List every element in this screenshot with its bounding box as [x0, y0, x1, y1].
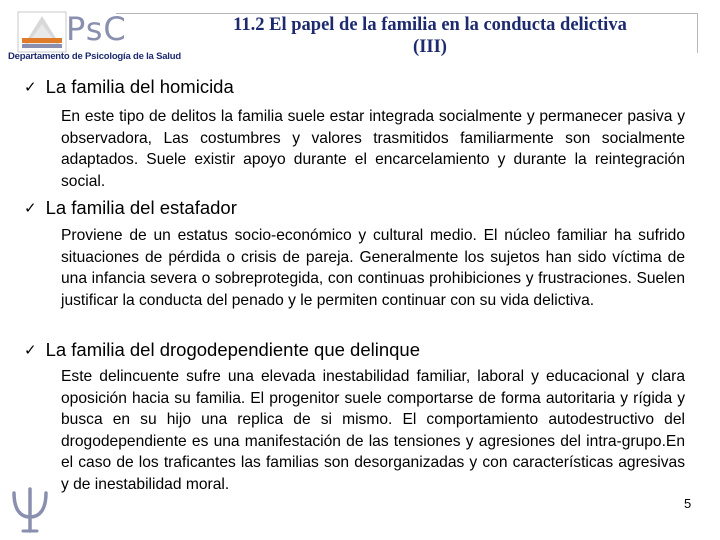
psi-icon: [10, 487, 50, 535]
section-heading-text: La familia del homicida: [45, 76, 234, 97]
section-heading-text: La familia del drogodependiente que delinque: [45, 339, 420, 360]
checkmark-icon: ✓: [24, 341, 37, 359]
title-line-2: (III): [413, 37, 447, 57]
section-heading-text: La familia del estafador: [45, 197, 237, 218]
checkmark-icon: ✓: [24, 78, 37, 96]
section-body-estafador: Proviene de un estatus socio-económico y cultural medio. El núcleo familiar ha sufrido situaciones de pérdida o crisis de pareja. Generalmente los sujetos han sido víctima de una infancia severa o sobreprotegida, con continuas prohibiciones y frustraciones. Suelen justificar la conducta del penado y le permiten continuar con su vida delictiva.: [61, 227, 685, 309]
title-line-1: 11.2 El papel de la familia en la conducta delictiva: [233, 15, 627, 35]
section-heading-homicida: [24, 76, 234, 98]
section-body-homicida: En este tipo de delitos la familia suele estar integrada socialmente y permanecer pasiva y observadora, Las costumbres y valores trasmitidos familiarmente son socialmente adaptados. Suele existir apoyo durante el encarcelamiento y durante la reintegración social.: [61, 108, 685, 190]
logo-department: Departamento de Psicología de la Salud: [8, 51, 181, 62]
checkmark-icon: ✓: [24, 199, 37, 217]
page-title: [160, 14, 700, 58]
page-number: 5: [684, 496, 692, 511]
section-heading-estafador: [24, 197, 237, 219]
logo-text: PsC: [66, 10, 127, 48]
section-heading-drogodependiente: [24, 339, 420, 361]
section-body-drogodependiente: Este delincuente sufre una elevada inestabilidad familiar, laboral y educacional y clara oposición hacia su familia. El progenitor suele comportarse de forma autoritaria y rígida y busca en su hijo una replica de si mismo. El comportamiento autodestructivo del drogodependiente es una manifestación de las tensiones y agresiones del intra-grupo.En el caso de los traficantes las familias son desorganizadas y con características agresivas y de inestabilidad moral.: [61, 368, 685, 493]
